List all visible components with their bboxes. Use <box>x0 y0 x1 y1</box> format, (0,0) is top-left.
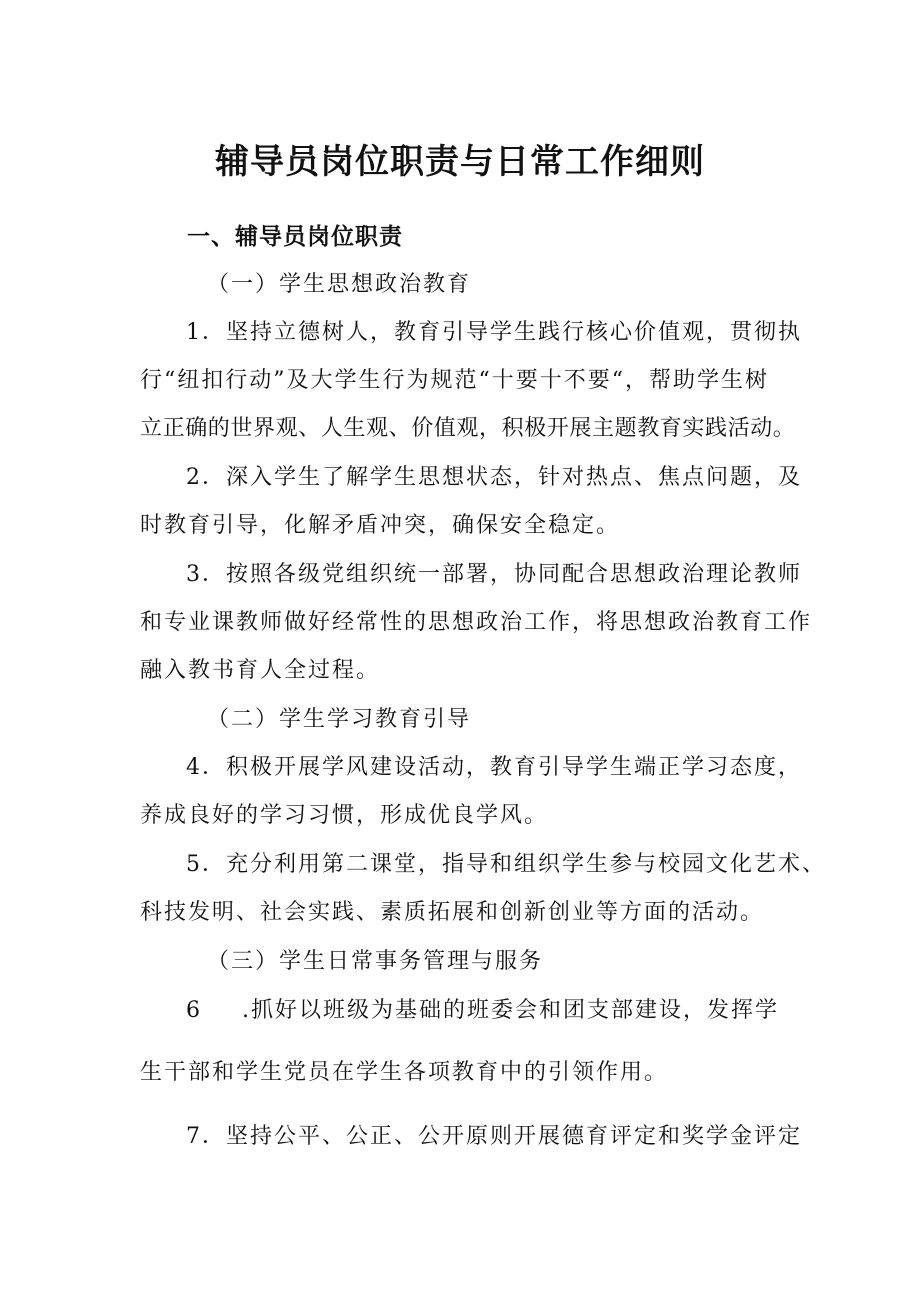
item-6-line-2: 生干部和学生党员在学生各项教育中的引领作用。 <box>140 1060 669 1085</box>
item-2-line-2: 时教育引导，化解矛盾冲突，确保安全稳定。 <box>140 513 621 538</box>
subsection-heading-2: （二）学生学习教育引导 <box>207 707 472 732</box>
section-heading: 一、辅导员岗位职责 <box>187 224 403 250</box>
item-1-line-2: 行“纽扣行动”及大学生行为规范“十要十不要“，帮助学生树 <box>140 368 769 393</box>
item-4-line-1: 4．积极开展学风建设活动，教育引导学生端正学习态度， <box>186 755 802 780</box>
item-3-line-3: 融入教书育人全过程。 <box>140 658 381 683</box>
item-5-line-2: 科技发明、社会实践、素质拓展和创新创业等方面的活动。 <box>140 900 765 925</box>
item-7-line-1: 7．坚持公平、公正、公开原则开展德育评定和奖学金评定 <box>186 1124 802 1149</box>
subsection-heading-3: （三）学生日常事务管理与服务 <box>207 949 544 974</box>
item-6-line-1: .抓好以班级为基础的班委会和团支部建设，发挥学 <box>242 998 779 1023</box>
item-2-line-1: 2．深入学生了解学生思想状态，针对热点、焦点问题，及 <box>186 465 802 490</box>
item-6-number: 6 <box>186 998 202 1023</box>
document-title: 辅导员岗位职责与日常工作细则 <box>215 142 705 182</box>
subsection-heading-1: （一）学生思想政治教育 <box>207 272 472 297</box>
item-4-line-2: 养成良好的学习习惯，形成优良学风。 <box>140 803 549 828</box>
item-3-line-2: 和专业课教师做好经常性的思想政治工作，将思想政治教育工作 <box>140 610 813 635</box>
item-1-line-3: 立正确的世界观、人生观、价值观，积极开展主题教育实践活动。 <box>140 416 796 441</box>
item-1-line-1: 1．坚持立德树人，教育引导学生践行核心价值观，贯彻执 <box>186 320 802 345</box>
item-5-line-1: 5．充分利用第二课堂，指导和组织学生参与校园文化艺术、 <box>186 852 826 877</box>
item-3-line-1: 3．按照各级党组织统一部署，协同配合思想政治理论教师 <box>186 562 802 587</box>
